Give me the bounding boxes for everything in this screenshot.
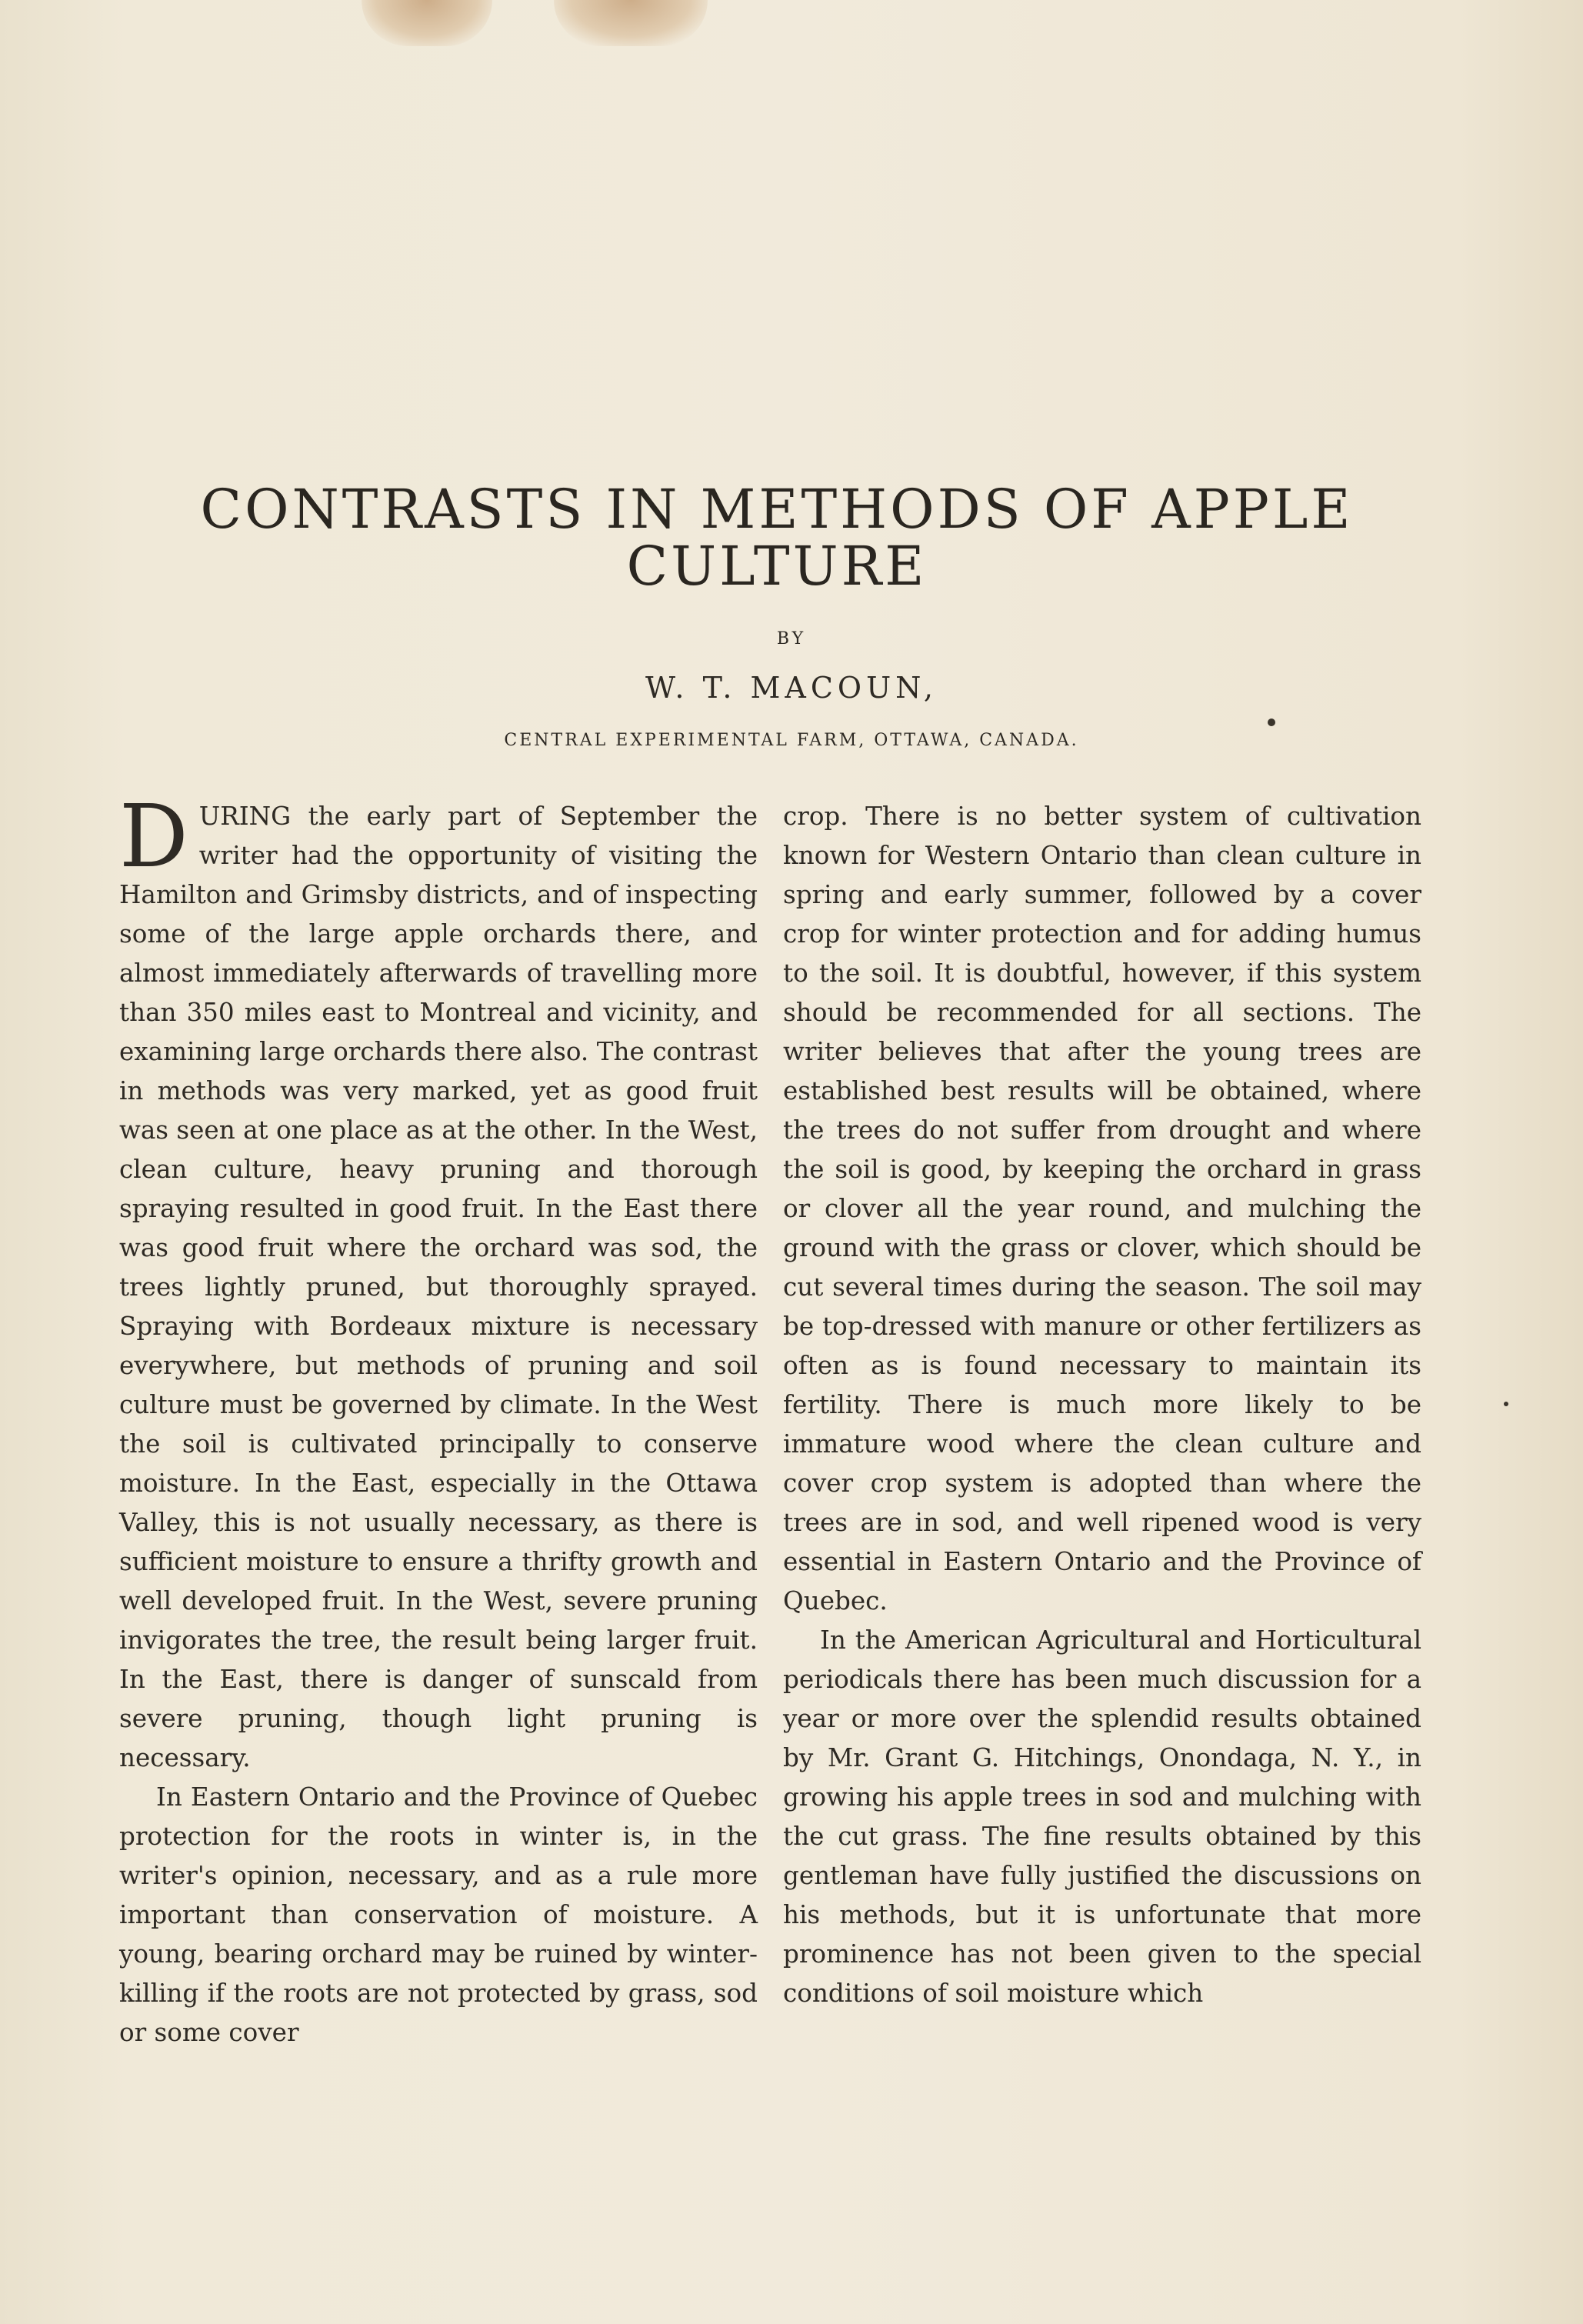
paragraph-1: [119, 787, 758, 1778]
drop-cap: D: [119, 787, 188, 887]
ink-speck: [1268, 719, 1275, 726]
paper-stain: [362, 0, 492, 46]
paragraph-1-text: URING the early part of September the writer had the opportunity of visiting the Hamilton and Grimsby districts, and of inspecting some of the large apple orchards there, and almost immediately afterwards of travelling more than 350 miles east to Montreal and vicinity, and examining large orchards there also. The contrast in methods was very marked, yet as good fruit was seen at one place as at the other. In the West, clean culture, heavy pruning and thorough spraying resulted in good fruit. In the East there was good fruit where the orchard was sod, the trees lightly pruned, but thoroughly sprayed. Spraying with Bordeaux mixture is necessary everywhere, but methods of pruning and soil culture must be governed by climate. In the West the soil is cultivated principally to conserve moisture. In the East, especially in the Ottawa Valley, this is not usually necessary, as there is sufficient moisture to ensure a thrifty growth and well developed fruit. In the West, severe pruning invigorates the tree, the result being larger fruit. In the East, there is danger of sunscald from severe pruning, though light pruning is necessary.: [119, 802, 758, 1772]
paper-stain: [554, 0, 708, 46]
left-column: [119, 787, 758, 2052]
byline: BY: [776, 629, 807, 649]
ink-speck: [1504, 1402, 1508, 1406]
paragraph-2-end: crop. There is no better system of cultivation known for Western Ontario than clean culture in spring and early summer, followed by a cover crop for winter protection and for adding humus to the soil. It is doubtful, however, if this system should be recommended for all sections. The writer believes that after the young trees are established best results will be obtained, where the trees do not suffer from drought and where the soil is good, by keeping the orchard in grass or clover all the year round, and mulching the ground with the grass or clover, which should be cut several times during the season. The soil may be top-dressed with manure or other fertilizers as often as is found necessary to maintain its fertility. There is much more likely to be immature wood where the clean culture and cover crop system is adopted than where the trees are in sod, and well ripened wood is very essential in Eastern Ontario and the Province of Quebec.: [783, 802, 1421, 1615]
paragraph-2-start: In Eastern Ontario and the Province of Quebec protection for the roots in winter is, in the writer's opinion, necessary, and as a rule more important than conservation of moisture. A young, bearing orchard may be ruined by winter-killing if the roots are not protected by grass, sod or some cover: [119, 1782, 758, 2047]
paragraph-3: In the American Agricultural and Horticultural periodicals there has been much discussion for a year or more over the splendid results obtained by Mr. Grant G. Hitchings, Onondaga, N. Y., in growing his apple trees in sod and mulching with the cut grass. The fine results obtained by this gentleman have fully justified the discussions on his methods, but it is unfortunate that more prominence has not been given to the special conditions of soil moisture which: [783, 1625, 1421, 2008]
title-line-2: CULTURE: [626, 535, 928, 598]
author-name: W. T. MACOUN,: [645, 671, 938, 705]
author-affiliation: CENTRAL EXPERIMENTAL FARM, OTTAWA, CANADA.: [504, 731, 1079, 750]
title-line-1: CONTRASTS IN METHODS OF APPLE: [200, 478, 1354, 541]
right-column: [783, 797, 1421, 2013]
article-title: [154, 478, 1400, 598]
